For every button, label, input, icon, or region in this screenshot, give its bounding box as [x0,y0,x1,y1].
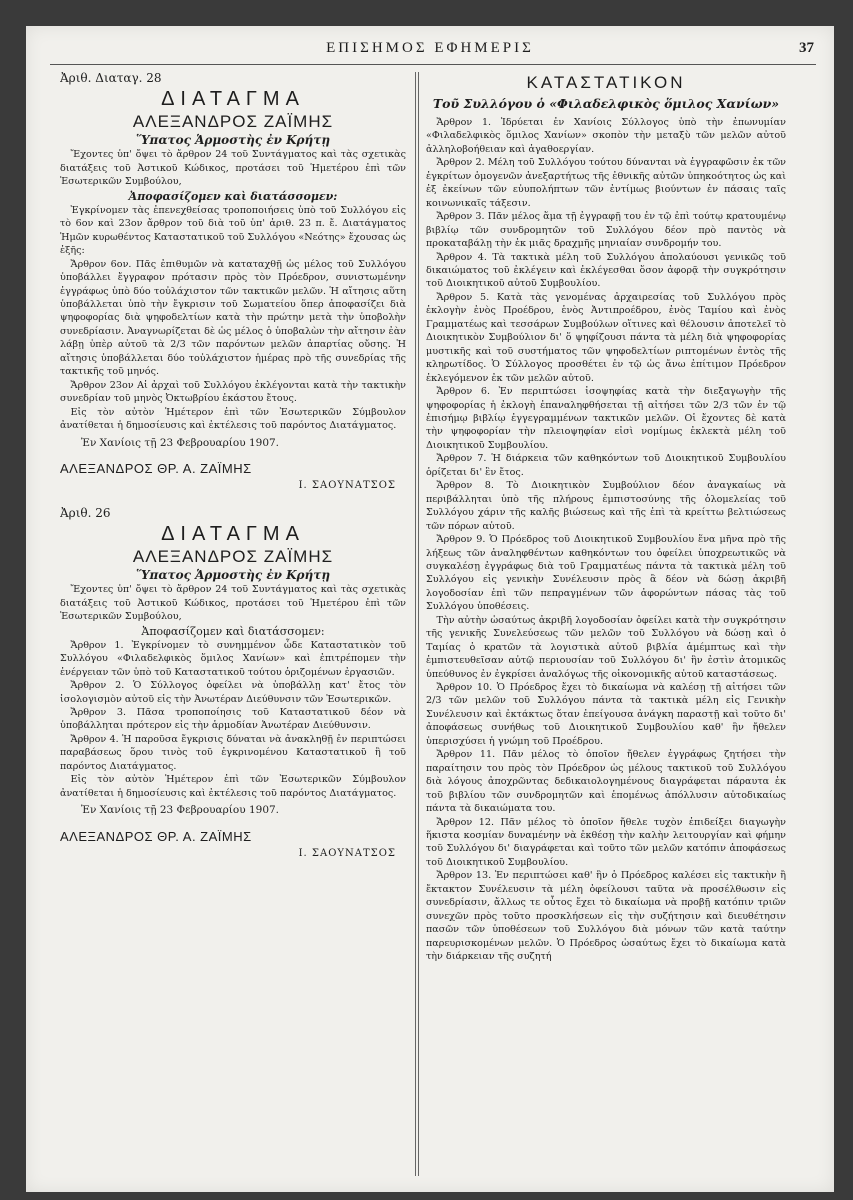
column-divider-second [418,72,419,1176]
statute-article: Τὴν αὐτὴν ὡσαύτως ἀκριβῆ λογοδοσίαν ὀφείλει κατὰ τὴν συγκρότησιν τῆς γενικῆς Συνελεύσεως τῶν μελῶν τοῦ Συλλόγου νὰ δώσῃ καὶ ὁ Ταμίας ὁ κρατῶν τὰ λογιστικὰ αὐτοῦ βιβλία ἀμέμπτως καὶ τὴν ἐμπιστευθεῖσαν αὐτῷ περιουσίαν τοῦ Συλλόγου δι' ἣν ἐστὶν ἀτομικῶς ὑπεύθυνος ἐν ἐγκρίσει ἀναλόγως τῆς οἰκονομικῆς αὐτοῦ καταστάσεως. [426,614,786,680]
statute-article: Ἄρθρον 7. Ἡ διάρκεια τῶν καθηκόντων τοῦ Διοικητικοῦ Συμβουλίου ὁρίζεται δι' ἓν ἔτος. [426,453,786,478]
decree-number: Ἀριθ. 26 [60,505,111,520]
decree-issuer-title: Ὕπατος Ἁρμοστὴς ἐν Κρήτῃ [135,133,331,148]
statute-title: ΚΑΤΑΣΤΑΤΙΚΟΝ [526,73,686,92]
right-column [426,72,786,1182]
decree-preamble: Ἔχοντες ὑπ' ὄψει τὸ ἄρθρον 24 τοῦ Συντάγματος καὶ τὰς σχετικὰς διατάξεις τοῦ Ἀστικοῦ Κώδικος, προτάσει τοῦ Ἡμετέρου ἐπὶ τῶν Ἐσωτερικῶν Συμβούλου, [60,149,406,188]
decree-26 [60,507,406,861]
statute-article: Ἄρθρον 4. Τὰ τακτικὰ μέλη τοῦ Συλλόγου ἀπολαύουσι γενικῶς τοῦ δικαιώματος τοῦ ἐκλέγειν καὶ ἐκλέγεσθαι ὅσον ἀφορᾷ τὴν συγκρότησιν τοῦ Διοικητικοῦ αὐτοῦ Συμβουλίου. [426,251,786,290]
decree-paragraph: Ἄρθρον 1. Ἐγκρίνομεν τὸ συνημμένον ὧδε Καταστατικὸν τοῦ Συλλόγου «Φιλαδελφικὸς ὅμιλος Χανίων» καὶ ἐπιτρέπομεν τὴν ἐνέργειαν τῶν ὑπὸ τοῦ Καταστατικοῦ τούτου ὁριζομένων ἐργασιῶν. [60,639,406,678]
page-number: 37 [799,40,814,56]
decree-heading: ΔΙΑΤΑΓΜΑ [161,88,305,111]
column-divider [415,72,416,1176]
decree-paragraph: Εἰς τὸν αὐτὸν Ἡμέτερον ἐπὶ τῶν Ἐσωτερικῶν Σύμβουλον ἀνατίθεται ἡ δημοσίευσις καὶ ἐκτέλεσις τοῦ παρόντος Διατάγματος. [60,406,406,432]
decree-paragraph: Ἄρθρον 2. Ὁ Σύλλογος ὀφείλει νὰ ὑποβάλλῃ κατ' ἔτος τὸν ἰσολογισμὸν αὐτοῦ εἰς τὴν Ἀνωτέραν Διεύθυνσιν τῶν Ἐσωτερικῶν. [60,680,406,705]
statute-article: Ἄρθρον 12. Πᾶν μέλος τὸ ὁποῖον ἤθελε τυχὸν ἐπιδείξει διαγωγὴν ἥκιστα κοσμίαν δυναμένην νὰ ἐκθέσῃ τὴν καλὴν λειτουργίαν καὶ φήμην τοῦ Συλλόγου δι' διαγράφεται καὶ τοῦτο τῶν μελῶν κατόπιν ἀποφάσεως τοῦ Διοικητικοῦ Συμβουλίου. [426,816,786,868]
decree-cosigner: Ι. ΣΑΟΥΝΑΤΣΟΣ [298,480,396,492]
decree-date: Ἐν Χανίοις τῇ 23 Φεβρουαρίου 1907. [81,436,280,449]
decree-paragraph: Ἐγκρίνομεν τὰς ἐπενεχθείσας τροποποιήσεις ὑπὸ τοῦ Συλλόγου εἰς τὸ 6ον καὶ 23ον ἄρθρον τοῦ διὰ τοῦ ὑπ' ἀριθ. 23 π. ἔ. Διατάγματος Ἡμῶν κυρωθέντος Καταστατικοῦ τοῦ Συλλόγου «Νεότης» ἔχουσας ὡς ἑξῆς: [60,204,406,257]
statute-article: Ἄρθρον 6. Ἐν περιπτώσει ἰσοψηφίας κατὰ τὴν διεξαγωγὴν τῆς ψηφοφορίας ἡ ἐκλογὴ ἐπαναληφθήσεται τῇ αἰτήσει τῶν 2/3 τῶν ἐν τῷ ἐπισήμῳ βιβλίῳ ἐγγεγραμμένων τακτικῶν μελῶν. Οἱ ἔχοντες δὲ κατὰ τὴν ψηφοφορίαν τὴν πλειοψηφίαν εἰσὶ νομίμως ἐκλεκτὰ μέλη τοῦ Διοικητικοῦ Συμβουλίου. [426,386,786,451]
statute-article: Ἄρθρον 2. Μέλη τοῦ Συλλόγου τούτου δύνανται νὰ ἐγγραφῶσιν ἐκ τῶν ἐγκρίτων ὁμογενῶν ἀνεξαρτήτως τῆς ἐθνικῆς αὐτῶν ὑπηκοότητος ὡς καὶ ἐξ ἐκείνων τῶν εὐυπολήπτων τῶν ἐντίμως βιούντων ἐν πάσαις ταῖς κοινωνικαῖς τάξεσιν. [426,157,786,209]
decree-paragraph: Ἄρθρον 3. Πᾶσα τροποποίησις τοῦ Καταστατικοῦ δέον νὰ ὑποβάλληται πρότερον εἰς τὴν ἁρμοδίαν Ἀνωτέραν Διεύθυνσιν. [60,706,406,732]
decree-heading: ΔΙΑΤΑΓΜΑ [161,523,305,546]
decree-preamble: Ἔχοντες ὑπ' ὄψει τὸ ἄρθρον 24 τοῦ Συντάγματος καὶ τὰς σχετικὰς διατάξεις τοῦ Ἀστικοῦ Κώδικος, προτάσει τοῦ Ἡμετέρου ἐπὶ τῶν Ἐσωτερικῶν Συμβούλου, [60,584,406,623]
decree-28 [60,72,406,493]
statute-article: Ἄρθρον 3. Πᾶν μέλος ἅμα τῇ ἐγγραφῇ του ἐν τῷ ἐπὶ τούτῳ κρατουμένῳ βιβλίῳ τῶν συνδρομητῶν τοῦ Συλλόγου δέον πρὸ παντὸς νὰ προκαταβάλῃ τὴν ἐκ μιᾶς δραχμῆς μηνιαίαν συνδρομήν του. [426,211,786,250]
statute-article: Ἄρθρον 13. Ἐν περιπτώσει καθ' ἣν ὁ Πρόεδρος καλέσει εἰς τακτικὴν ἢ ἔκτακτον Συνέλευσιν τὰ μέλη ὀφείλουσι ταῦτα νὰ προσέλθωσιν εἰς συνεδρίασιν, ἄλλως τε οὗτος ἔχει τὸ δικαίωμα νὰ προβῇ κατόπιν τριῶν συνεχῶν πρὸς τοῦτο προσκλήσεων εἰς τὴν συζήτησιν καὶ διευθέτησιν πασῶν τῶν ὑποθέσεων τοῦ Συλλόγου διὰ μόνων τῶν κατὰ ταύτην παρευρισκομένων μελῶν. Ὁ Πρόεδρος ὡσαύτως ἔχει τὸ δικαίωμα κατὰ τὴν διάρκειαν τῆς συζητή [426,870,786,963]
gazette-page [26,26,834,1192]
left-column [60,72,406,1182]
decree-paragraph: Ἄρθρον 6ον. Πᾶς ἐπιθυμῶν νὰ καταταχθῇ ὡς μέλος τοῦ Συλλόγου ὑποβάλλει ἔγγραφον πρότασιν πρὸς τὸν Πρόεδρον, συνιστωμένην ἐγγράφως ὑπὸ δύο τοὐλάχιστον τῶν τακτικῶν μελῶν. Ἡ αἴτησις αὕτη ὑποβάλλεται ὑπὸ τὴν ἔγκρισιν τοῦ Σωματείου ὅπερ ἀποφασίζει διὰ ψηφοφορίας διὰ ψηφοδελτίων κατὰ τὴν πρώτην μετὰ τὴν ὑποβολὴν συνεδρίασιν. Ἀναγνωρίζεται δὲ ὡς μέλος ὁ ὑποβαλὼν τὴν αἴτησιν ἐὰν λάβῃ ὑπὲρ αὐτοῦ τὰ 2/3 τῶν παρόντων μελῶν ἀπαρτίας οὔσης. Ἡ αἴτησις ὑποβάλλεται δύο τοὐλάχιστον ἡμέρας πρὸ τῆς συνεδρίας τῆς τακτικῆς τοῦ μηνός. [60,258,406,378]
decree-signer: ΑΛΕΞΑΝΔΡΟΣ ΘΡ. Α. ΖΑΪΜΗΣ [60,460,252,476]
decree-paragraph: Ἄρθρον 23ον Αἱ ἀρχαὶ τοῦ Συλλόγου ἐκλέγονται κατὰ τὴν τακτικὴν συνεδρίαν τοῦ μηνὸς Ὀκτωβρίου ἑκάστου ἔτους. [60,379,406,405]
decree-resolve: Ἀποφασίζομεν καὶ διατάσσομεν: [141,624,325,638]
decree-paragraph: Ἄρθρον 4. Ἡ παροῦσα ἔγκρισις δύναται νὰ ἀνακληθῇ ἐν περιπτώσει παραβάσεως ὅρου τινὸς τοῦ ἐγκρινομένου Καταστατικοῦ ἢ τοῦ παρόντος Διατάγματος. [60,733,406,772]
statute-article: Ἄρθρον 8. Τὸ Διοικητικὸν Συμβούλιον δέον ἀναγκαίως νὰ περιβάλληται ὑπὸ τῆς πλήρους ἐμπιστοσύνης τῆς ὁλομελείας τοῦ Συλλόγου χάριν τῆς καλῆς βιώσεως καὶ τῆς ἐπὶ τὰ κρείττω βελτιώσεως τῶν πόρων αὐτοῦ. [426,480,786,532]
decree-signer: ΑΛΕΞΑΝΔΡΟΣ ΘΡ. Α. ΖΑΪΜΗΣ [60,828,252,844]
page-header [26,40,834,64]
decree-issuer-name: ΑΛΕΞΑΝΔΡΟΣ ΖΑΪΜΗΣ [132,112,334,132]
gazette-title: ΕΠΙΣΗΜΟΣ ΕΦΗΜΕΡΙΣ [326,40,534,56]
header-rule [50,64,816,65]
decree-paragraph: Εἰς τὸν αὐτὸν Ἡμέτερον ἐπὶ τῶν Ἐσωτερικῶν Σύμβουλον ἀνατίθεται ἡ δημοσίευσις καὶ ἐκτέλεσις τοῦ παρόντος Διατάγματος. [60,774,406,799]
decree-issuer-title: Ὕπατος Ἁρμοστὴς ἐν Κρήτῃ [135,568,331,583]
statute-article: Ἄρθρον 10. Ὁ Πρόεδρος ἔχει τὸ δικαίωμα νὰ καλέσῃ τῇ αἰτήσει τῶν 2/3 τῶν μελῶν τοῦ Συλλόγου πάντα τὰ τακτικὰ μέλη εἰς Γενικὴν Συνέλευσιν καὶ ἐκτάκτως ὅταν ἐπείγουσα ἀνάγκη παραστῇ καὶ τοῦτο δι' ἀποφάσεως συνήθως τοῦ Διοικητικοῦ Συμβουλίου καθ' ἣν ἤθελεν ὑπερισχύσει ἡ γνώμη τοῦ Προέδρου. [426,682,786,747]
decree-cosigner: Ι. ΣΑΟΥΝΑΤΣΟΣ [298,848,396,860]
statute-subtitle: Τοῦ Συλλόγου ὁ «Φιλαδελφικὸς ὅμιλος Χανίων» [432,96,780,111]
statute-article: Ἄρθρον 11. Πᾶν μέλος τὸ ὁποῖον ἤθελεν ἐγγράφως ζητήσει τὴν παραίτησιν του πρὸς τὸν Πρόεδρον ὡς μέλους τακτικοῦ τοῦ Συλλόγου διὰ λόγους ἀποχρῶντας δεδικαιολογημένους διαγράφεται πάραυτα ἐκ τοῦ βιβλίου τῶν συνδρομητῶν καὶ ἑπομένως ἀπόλλυσιν αὐτοδικαίως πάντα τὰ δικαιώματα του. [426,749,786,815]
statute-article: Ἄρθρον 1. Ἱδρύεται ἐν Χανίοις Σύλλογος ὑπὸ τὴν ἐπωνυμίαν «Φιλαδελφικὸς ὅμιλος Χανίων» σκοπὸν τὴν μεταξὺ τῶν μελῶν αὐτοῦ ἀλληλοβοήθειαν καὶ ἀγαθοεργίαν. [426,117,786,155]
decree-number: Ἀριθ. Διαταγ. 28 [60,72,162,85]
decree-issuer-name: ΑΛΕΞΑΝΔΡΟΣ ΖΑΪΜΗΣ [132,547,334,567]
decree-resolve: Ἀποφασίζομεν καὶ διατάσσομεν: [128,189,338,203]
statute-article: Ἄρθρον 9. Ὁ Πρόεδρος τοῦ Διοικητικοῦ Συμβουλίου ἕνα μῆνα πρὸ τῆς λήξεως τῶν ἀναληφθέντων καθηκόντων του ὀφείλει ὑποχρεωτικῶς νὰ συγκαλέσῃ ἐγγράφως διὰ τοῦ Γραμματέως πάντα τὰ τακτικὰ μέλη τοῦ Συλλόγου εἰς γενικὴν Συνέλευσιν πρὸς ἃ δέον νὰ δώσῃ ἀκριβῆ λογοδοσίαν ἐπὶ τῶν πεπραγμένων τῶν ἀφορώντων πάσας τὰς τοῦ Συλλόγου ὑποθέσεις. [426,534,786,613]
statute-article: Ἄρθρον 5. Κατὰ τὰς γενομένας ἀρχαιρεσίας τοῦ Συλλόγου πρὸς ἐκλογὴν ἑνὸς Προέδρου, ἑνὸς Ἀντιπροέδρου, ἑνὸς Ταμίου καὶ ἑνὸς Γραμματέως καὶ τεσσάρων Συμβούλων οἵτινες καὶ θέλουσιν ἀποτελεῖ τὸ Διοικητικὸν Συμβούλιον δι' ὅ ψηφίζουσι πάντα τὰ μέλη διὰ ψηφοφορίας μυστικῆς καὶ τοῦ συστήματος τῶν ψηφοδελτίων ριπτομένων ἐντὸς τῆς κληρωτίδος. Ὁ Σύλλογος προσθέτει ἐν τῷ ὡς ἄνω ἐπίτιμον Πρόεδρον ἐκλεγόμενον ἐκ τῶν μελῶν αὐτοῦ. [426,291,786,384]
decree-date: Ἐν Χανίοις τῇ 23 Φεβρουαρίου 1907. [81,804,280,817]
